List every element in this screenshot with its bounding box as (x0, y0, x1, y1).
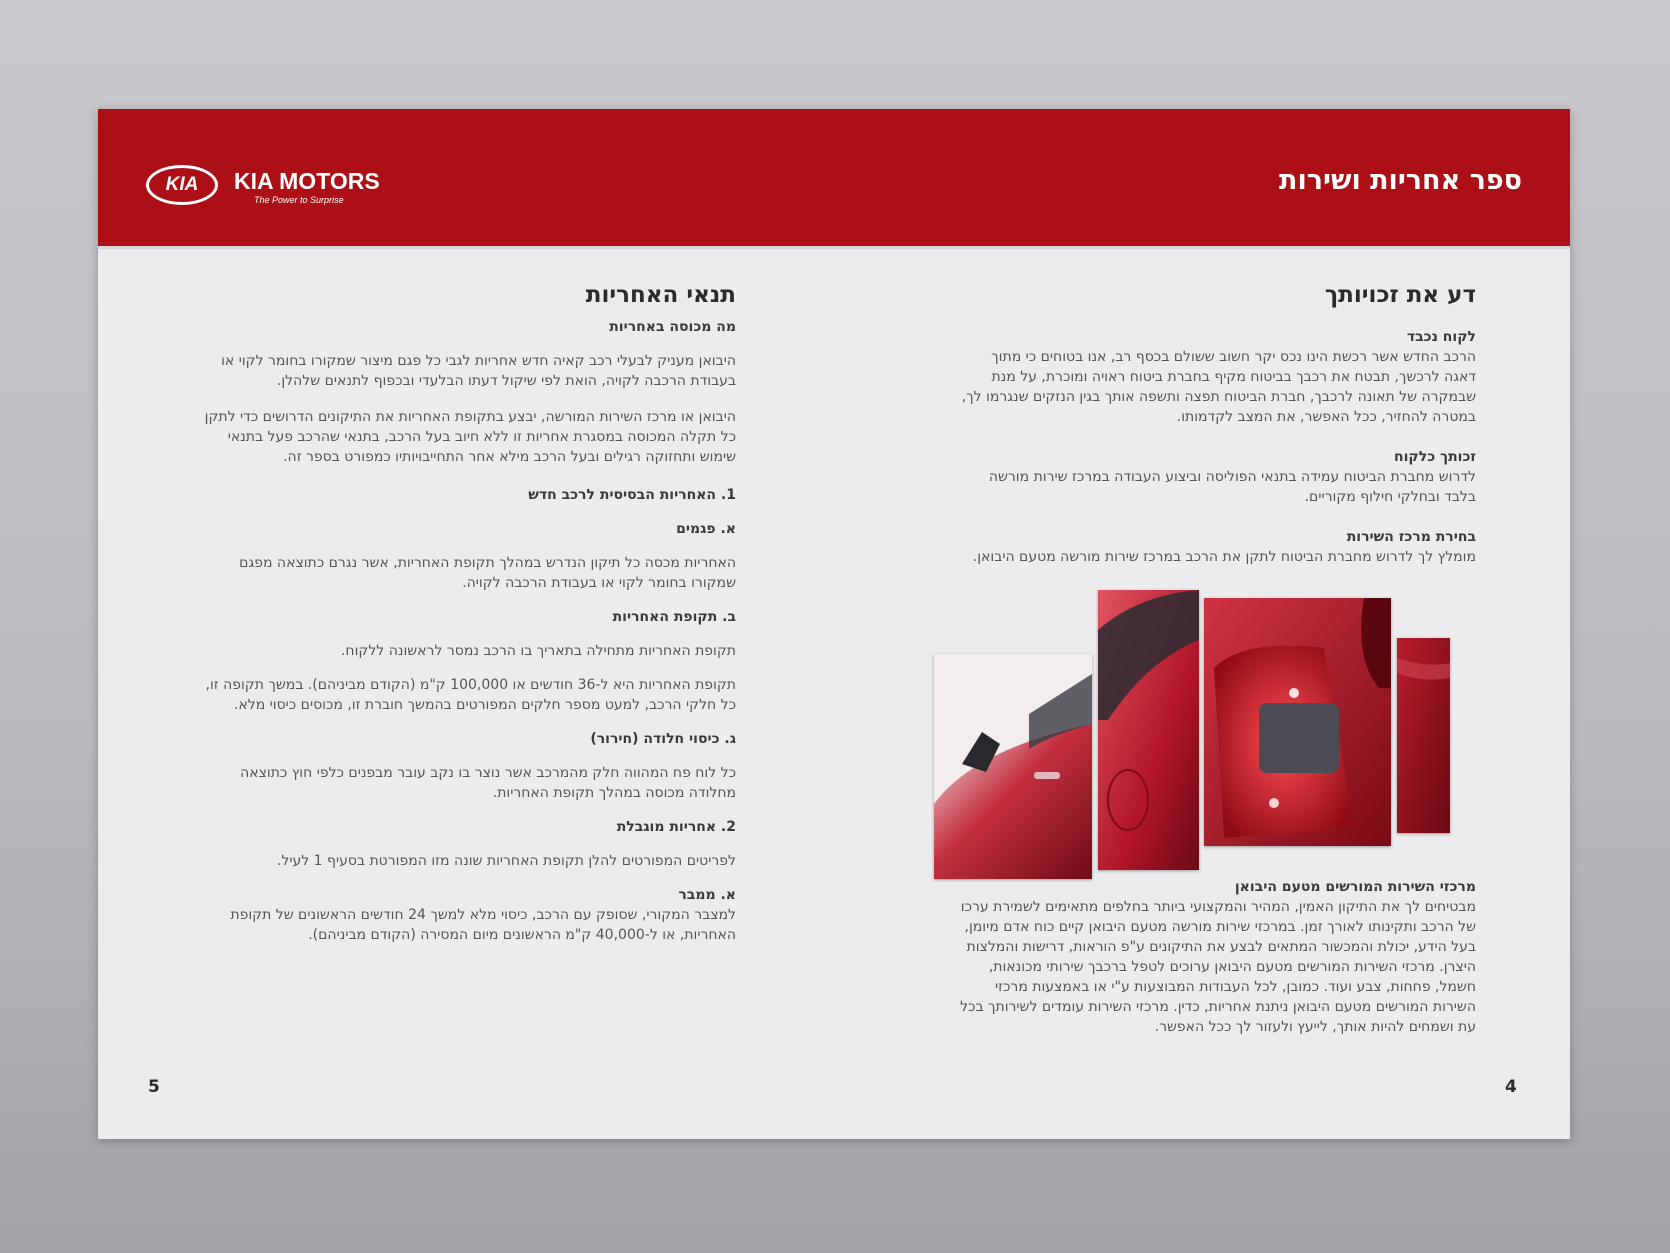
left-page-column (196, 281, 736, 945)
right-page-heading: דע את זכויותך (1324, 282, 1476, 308)
page-number-right: 4 (1505, 1077, 1517, 1097)
page-number-left: 5 (148, 1077, 160, 1097)
item-body: למצבר המקורי, שסופק עם הרכב, כיסוי מלא למשך 24 חודשים הראשונים של תקופת האחריות, או ל-40,000 ק"מ הראשונים מיום המסירה (הקודם מביניהם). (230, 907, 736, 943)
paragraph: היבואן או מרכז השירות המורשה, יבצע בתקופת האחריות את התיקונים הדרושים כדי לתקן כל תקלה המכוסה במסגרת אחריות זו ללא חיוב בעל הרכב, בתנאי שהרכב פעל בתנאי שימוש ותחזוקה רגילים ובעל הרכב מילא אחר התחייבויותיו כמפורט בספר זה. (204, 409, 736, 465)
rights-section-2 (956, 447, 1476, 507)
brand-name: KIA MOTORS (234, 168, 380, 194)
brand-tagline: The Power to Surprise (254, 195, 344, 205)
section-body: הרכב החדש אשר רכשת הינו נכס יקר חשוב ששולם בכסף רב, אנו בטוחים כי מתוך דאגה לרכשך, תבטח את רכבך בביטוח מקיף בחברת ביטוח ראויה ומוכרת, על מנת שבמקרה של תאונה לרכבך, חברת הביטוח תפצה ותשפה אותך בגין הנזקים שנגרמו לך, במטרה להחזיר, ככל האפשר, את המצב לקדמותו. (961, 349, 1476, 425)
item-title: ב. תקופת האחריות (612, 609, 736, 625)
tail-light-photo (1204, 598, 1391, 846)
item-body: תקופת האחריות היא ל-36 חודשים או 100,000 ק"מ (הקודם מביניהם). במשך תקופה זו, כל חלקי הרכב, למעט מספר חלקים המפורטים בהמשך חוברת זו, מכוסים כיסוי מלא. (205, 677, 736, 713)
section-title: זכותך כלקוח (1394, 449, 1476, 465)
item-title: ג. כיסוי חלודה (חירור) (590, 731, 736, 747)
kia-oval-emblem: KIA (146, 165, 218, 205)
item-body: כל לוח פח המהווה חלק מהמרכב אשר נוצר בו נקב עובר מבפנים כלפי חוץ כתוצאה מחלודה מכוסה במהלך תקופת האחריות. (240, 765, 736, 801)
item-title: 2. אחריות מוגבלת (616, 819, 736, 835)
rights-section-3 (956, 527, 1476, 567)
section-title: מרכזי השירות המורשים מטעם היבואן (1234, 879, 1476, 895)
booklet-title: ספר אחריות ושירות (1279, 165, 1522, 196)
item-title: 1. האחריות הבסיסית לרכב חדש (528, 487, 736, 503)
rights-section-1 (956, 327, 1476, 427)
right-page-heading-block (916, 281, 1476, 309)
section-body: מבטיחים לך את התיקון האמין, המהיר והמקצועי ביותר בחלפים מתאימים לשמירת ערכו של הרכב ותקינותו לאורך זמן. במרכזי שירות מורשה מטעם היבואן קיים כוח אדם מיומן, בעל הידע, יכולת והמכשור המתאים לבצע את התיקונים ע"פ הוראות, דרישות והמלצות היצרן. מרכזי השירות המורשים מטעם היבואן ערוכים לטפל ברכבך שירותי מכונאות, חשמל, פחחות, צבע ועוד. כמובן, לכל העבודות המבוצעות ע"י או באמצעות מרכזי השירות המורשים מטעם היבואן ניתנת אחריות, כדין. מרכזי השירות עומדים לשירותך בכל עת ושמחים להיות אותך, לייעץ ולעזור לך ככל האפשר. (960, 899, 1476, 1035)
item-body: לפריטים המפורטים להלן תקופת האחריות שונה מזו המפורטת בסעיף 1 לעיל. (276, 853, 736, 869)
brochure-spread (98, 109, 1570, 1139)
paragraph: היבואן מעניק לבעלי רכב קאיה חדש אחריות לגבי כל פגם מיצור שמקורו בחומר לקוי או בעבודת הרכבה לקויה, הואת לפי שיקול דעתו הבלעדי ובכפוף לתנאים שלהלן. (221, 353, 736, 389)
item-title: א. ממבר (678, 887, 736, 903)
car-body-photo (1397, 638, 1450, 833)
car-side-photo (1098, 590, 1199, 870)
item-title: א. פגמים (676, 521, 736, 537)
rights-section-4 (956, 877, 1476, 1037)
header-band (98, 109, 1570, 249)
section-body: לדרוש מחברת הביטוח עמידה בתנאי הפוליסה וביצוע העבודה במרכז שירות מורשה בלבד ובחלקי חילוף מקוריים. (988, 469, 1476, 505)
left-page-subheading: מה מכוסה באחריות (609, 319, 736, 335)
car-door-photo (934, 654, 1092, 879)
section-title: לקוח נכבד (1406, 329, 1476, 345)
section-body: מומלץ לך לדרוש מחברת הביטוח לתקן את הרכב במרכז שירות מורשה מטעם היבואן. (972, 549, 1476, 565)
left-page-heading: תנאי האחריות (585, 282, 736, 308)
kia-logo (146, 165, 406, 211)
section-title: בחירת מרכז השירות (1346, 529, 1476, 545)
item-body: האחריות מכסה כל תיקון הנדרש במהלך תקופת האחריות, אשר נגרם כתוצאה מפגם שמקורו בחומר לקוי או בעבודת הרכבה לקויה. (239, 555, 736, 591)
item-body: תקופת האחריות מתחילה בתאריך בו הרכב נמסר לראשונה ללקוח. (340, 643, 736, 659)
